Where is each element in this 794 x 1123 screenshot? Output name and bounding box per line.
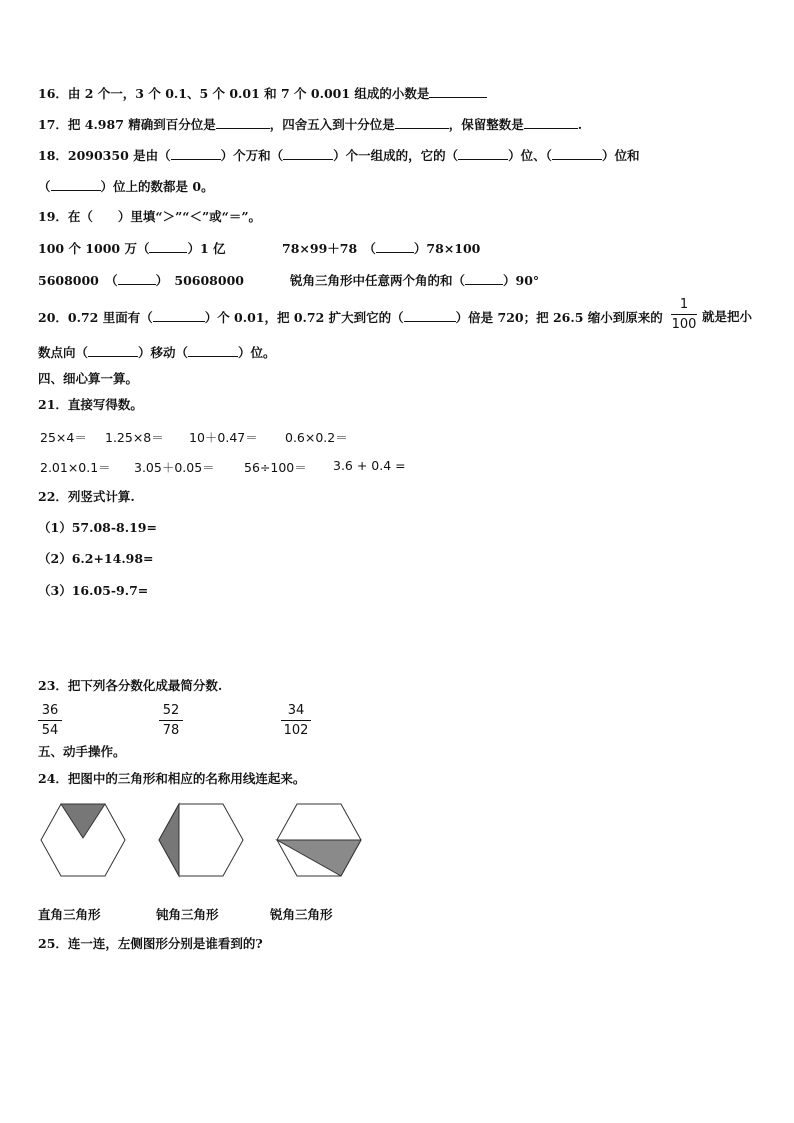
answer-blank[interactable] [88,344,138,357]
fraction-item: 34 102 [281,702,311,739]
mental-math-item: 56÷100＝ [244,460,307,475]
vertical-calc-item: （2）6.2+14.98= [38,551,154,566]
question-16: 16．由 2 个一，3 个 0.1、5 个 0.01 和 7 个 0.001 组成的小数是 [38,85,487,102]
question-20-line-1-end: 就是把小 [702,309,753,324]
section-4-heading: 四、细心算一算。 [38,371,139,386]
question-23-title: 23．把下列各分数化成最简分数. [38,678,223,693]
answer-blank[interactable] [404,309,456,322]
answer-blank[interactable] [395,116,449,129]
label-acute-triangle[interactable]: 锐角三角形 [270,907,333,922]
question-19-row-2-right: 锐角三角形中任意两个角的和（ ）90° [290,273,540,288]
answer-blank[interactable] [153,309,205,322]
question-20-line-1: 20．0.72 里面有（ ）个 0.01，把 0.72 扩大到它的（ ）倍是 720；把 26.5 缩小到原来的 [38,310,663,325]
question-19-title: 19．在（ ）里填“＞”“＜”或“＝”。 [38,209,262,224]
answer-blank[interactable] [118,272,156,285]
mental-math-item: 0.6×0.2＝ [285,430,348,445]
answer-blank[interactable] [216,116,270,129]
vertical-calc-item: （3）16.05-9.7= [38,583,149,598]
answer-blank[interactable] [283,147,333,160]
question-19-row-1-left: 100 个 1000 万（ ）1 亿 [38,241,226,256]
mental-math-item: 3.05＋0.05＝ [134,460,215,475]
answer-blank[interactable] [429,85,487,98]
question-19-row-2-left: 5608000 （ ） 50608000 [38,273,244,288]
triangle-shaded[interactable] [159,804,179,876]
answer-blank[interactable] [524,116,578,129]
section-5-heading: 五、动手操作。 [38,744,126,759]
answer-blank[interactable] [51,178,101,191]
mental-math-item: 25×4＝ [40,430,87,445]
fraction-item: 36 54 [38,702,62,739]
hexagon-figure-3 [274,800,364,880]
mental-math-item: 2.01×0.1＝ [40,460,111,475]
answer-blank[interactable] [458,147,508,160]
answer-blank[interactable] [171,147,221,160]
question-20-line-2: 数点向（ ）移动（ ）位。 [38,345,276,360]
hexagon-figure-2 [156,800,246,880]
answer-blank[interactable] [149,240,187,253]
label-obtuse-triangle[interactable]: 钝角三角形 [156,907,219,922]
mental-math-item: 1.25×8＝ [105,430,164,445]
answer-blank[interactable] [376,240,414,253]
fraction-one-hundredth: 1 100 [671,297,697,332]
vertical-calc-item: （1）57.08-8.19= [38,520,157,535]
question-25-title: 25．连一连，左侧图形分别是谁看到的? [38,936,263,951]
question-19-row-1-right: 78×99＋78 （ ）78×100 [282,241,481,256]
answer-blank[interactable] [465,272,503,285]
label-right-triangle[interactable]: 直角三角形 [38,907,101,922]
question-18-line-1: 18．2090350 是由（ ）个万和（ ）个一组成的，它的（ ）位、（ ）位和 [38,148,640,163]
mental-math-item: 10＋0.47＝ [189,430,258,445]
question-24-title: 24．把图中的三角形和相应的名称用线连起来。 [38,771,306,786]
question-18-line-2: （ ）位上的数都是 0。 [38,179,214,194]
mental-math-item: 3.6 + 0.4 = [333,458,406,473]
answer-blank[interactable] [552,147,602,160]
question-22-title: 22．列竖式计算. [38,489,135,504]
hexagon-figure-1 [38,800,128,880]
fraction-item: 52 78 [159,702,183,739]
question-21-title: 21．直接写得数。 [38,397,143,412]
answer-blank[interactable] [188,344,238,357]
question-17: 17．把 4.987 精确到百分位是 ，四舍五入到十分位是 ，保留整数是 . [38,117,583,132]
